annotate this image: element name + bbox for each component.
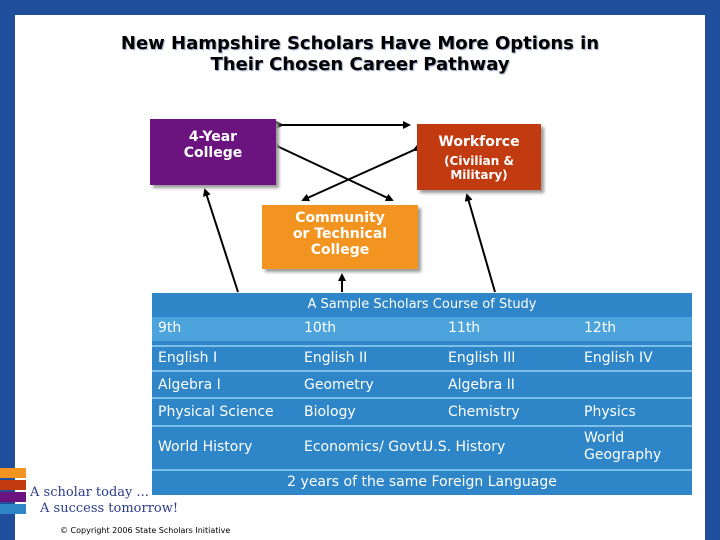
course-cell: Chemistry [448, 404, 520, 420]
title-line-2: Their Chosen Career Pathway [210, 54, 510, 75]
course-cell: Algebra I [158, 377, 221, 393]
workforce-sub-1: (Civilian & [444, 154, 514, 168]
community-college-box [262, 205, 418, 269]
community-line-2: or Technical [292, 226, 388, 242]
tagline [30, 485, 178, 517]
course-cell: Economics/ Govt. [304, 439, 426, 455]
divider [152, 469, 692, 471]
course-cell: Geometry [304, 377, 374, 393]
four-year-college-box [150, 119, 276, 185]
tagline-line-1: A scholar today ... [30, 485, 149, 500]
divider [152, 370, 692, 372]
copyright-text: © Copyright 2006 State Scholars Initiative [60, 526, 231, 535]
decorative-bars [0, 468, 26, 520]
divider [152, 397, 692, 399]
course-cell: World History [158, 439, 253, 455]
course-cell: English I [158, 350, 218, 366]
grade-9: 9th [158, 320, 182, 336]
community-line-3: College [310, 242, 370, 258]
course-cell: U.S. History [423, 439, 506, 455]
grade-12: 12th [584, 320, 617, 336]
workforce-sub-2: Military) [450, 168, 508, 182]
workforce-line-1: Workforce [438, 134, 520, 150]
tagline-line-2: A success tomorrow! [40, 501, 179, 516]
table-caption: A Sample Scholars Course of Study [307, 297, 537, 312]
course-cell: Physics [584, 404, 636, 420]
community-line-1: Community [295, 210, 385, 226]
arrow-college-community [279, 147, 392, 200]
divider [152, 425, 692, 427]
arrow-workforce-community [303, 150, 414, 200]
grade-10: 10th [304, 320, 337, 336]
course-cell: World Geography [584, 430, 662, 463]
college-line-1: 4-Year [188, 129, 238, 145]
arrow-to-college [205, 190, 238, 292]
course-cell: Algebra II [448, 377, 515, 393]
workforce-box [417, 124, 541, 190]
course-of-study-table [152, 293, 692, 495]
course-cell: Biology [304, 404, 356, 420]
course-cell: English III [448, 350, 516, 366]
college-line-2: College [183, 145, 243, 161]
grade-11: 11th [448, 320, 481, 336]
course-cell: English II [304, 350, 368, 366]
foreign-language-note: 2 years of the same Foreign Language [287, 474, 557, 490]
divider [152, 345, 692, 347]
arrow-to-workforce [467, 195, 495, 292]
course-cell: English IV [584, 350, 653, 366]
course-cell: Physical Science [158, 404, 274, 420]
title-line-1: New Hampshire Scholars Have More Options in [120, 33, 600, 54]
